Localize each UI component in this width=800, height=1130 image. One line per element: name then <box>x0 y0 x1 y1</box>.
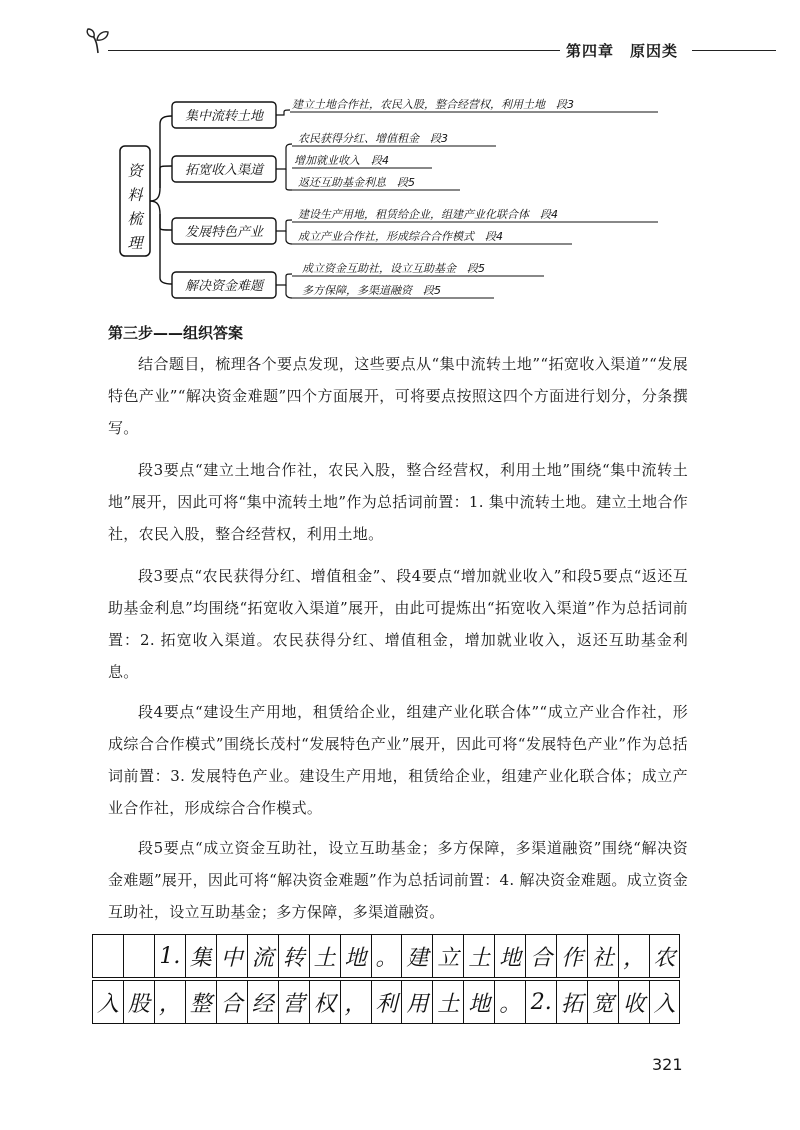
mindmap-point: 建设生产用地，租赁给企业，组建产业化联合体 段4 <box>298 208 558 221</box>
grid-cell: 社 <box>587 935 618 977</box>
grid-cell: 整 <box>185 981 216 1023</box>
chapter-title: 第四章 原因类 <box>566 42 679 60</box>
grid-cell: 拓 <box>556 981 587 1023</box>
answer-paragraph: 结合题目，梳理各个要点发现，这些要点从“集中流转土地”“拓宽收入渠道”“发展特色产业”“解决资金难题”四个方面展开，可将要点按照这四个方面进行划分，分条撰写。 <box>108 355 688 437</box>
grid-cell: 。 <box>371 935 402 977</box>
mindmap-branch-label: 解决资金难题 <box>184 279 264 294</box>
mindmap-connector <box>276 144 292 169</box>
mindmap-point: 返还互助基金利息 段5 <box>298 176 415 189</box>
grid-cell: 流 <box>247 935 278 977</box>
grid-cell: 农 <box>649 935 680 977</box>
grid-cell: 利 <box>371 981 402 1023</box>
grid-cell: 集 <box>185 935 216 977</box>
grid-cell: 地 <box>463 981 494 1023</box>
grid-cell: 土 <box>463 935 494 977</box>
grid-cell <box>92 935 123 977</box>
step3-title: 第三步——组织答案 <box>108 324 244 342</box>
grid-cell: 入 <box>92 981 123 1023</box>
mindmap-point: 成立产业合作社，形成综合合作模式 段4 <box>298 230 503 243</box>
grid-cell: 用 <box>401 981 432 1023</box>
mindmap-connector <box>150 201 172 230</box>
mindmap-point: 农民获得分红、增值租金 段3 <box>298 132 448 145</box>
answer-grid-row-2 <box>92 980 680 1024</box>
mindmap-root-char: 梳 <box>127 210 143 228</box>
mindmap-connector <box>160 214 172 284</box>
answer-paragraph: 段5要点“成立资金互助社，设立互助基金；多方保障，多渠道融资”围绕“解决资金难题”展开，因此可将“解决资金难题”作为总括词前置：4. 解决资金难题。成立资金互助社，设立互助基金；多方保障，多渠道融资。 <box>108 839 688 921</box>
grid-cell: 合 <box>216 981 247 1023</box>
grid-cell: 营 <box>278 981 309 1023</box>
grid-cell: 作 <box>556 935 587 977</box>
mindmap-connector <box>150 116 172 201</box>
grid-cell: 地 <box>494 935 525 977</box>
mindmap-connector <box>276 110 290 115</box>
mindmap-connector <box>286 231 292 244</box>
answer-paragraph: 段3要点“农民获得分红、增值租金”、段4要点“增加就业收入”和段5要点“返还互助基金利息”均围绕“拓宽收入渠道”展开，由此可提炼出“拓宽收入渠道”作为总括词前置：2. 拓宽收入渠道。农民获得分红、增值租金，增加就业收入，返还互助基金利息。 <box>108 567 688 681</box>
grid-cell: 收 <box>618 981 649 1023</box>
grid-cell: ， <box>154 981 185 1023</box>
grid-cell: 土 <box>309 935 340 977</box>
answer-paragraph: 段4要点“建设生产用地，租赁给企业，组建产业化联合体”“成立产业合作社，形成综合合作模式”围绕长茂村“发展特色产业”展开，因此可将“发展特色产业”作为总括词前置：3. 发展特色产业。建设生产用地，租赁给企业，组建产业化联合体；成立产业合作社，形成综合合作模式。 <box>108 703 688 817</box>
mindmap-branch-label: 发展特色产业 <box>184 225 264 240</box>
material-mindmap <box>118 88 678 308</box>
mindmap-point: 成立资金互助社，设立互助基金 段5 <box>302 262 485 275</box>
mindmap-connector <box>286 169 292 190</box>
grid-cell: ， <box>340 981 371 1023</box>
mindmap-connector <box>160 166 172 188</box>
grid-cell: ， <box>618 935 649 977</box>
mindmap-connector <box>286 285 292 298</box>
grid-cell: 中 <box>216 935 247 977</box>
grid-cell: 入 <box>649 981 680 1023</box>
grid-cell: 2. <box>525 981 556 1023</box>
grid-cell: 。 <box>494 981 525 1023</box>
grid-cell: 转 <box>278 935 309 977</box>
grid-cell: 建 <box>401 935 432 977</box>
mindmap-connector <box>276 274 292 285</box>
grid-cell: 合 <box>525 935 556 977</box>
mindmap-branch-label: 拓宽收入渠道 <box>184 163 264 178</box>
grid-cell: 立 <box>432 935 463 977</box>
grid-cell: 土 <box>432 981 463 1023</box>
answer-grid-row-1 <box>92 934 680 978</box>
mindmap-connector <box>276 220 292 231</box>
mindmap-root-char: 资 <box>127 162 143 180</box>
mindmap-point: 增加就业收入 段4 <box>294 154 389 167</box>
leaf-logo-icon <box>84 26 112 56</box>
grid-cell: 1. <box>154 935 185 977</box>
mindmap-point: 多方保障，多渠道融资 段5 <box>302 284 441 297</box>
mindmap-root-char: 理 <box>127 234 143 252</box>
answer-paragraph: 段3要点“建立土地合作社，农民入股，整合经营权，利用土地”围绕“集中流转土地”展开，因此可将“集中流转土地”作为总括词前置：1. 集中流转土地。建立土地合作社，农民入股，整合经营权，利用土地。 <box>108 461 688 543</box>
grid-cell: 权 <box>309 981 340 1023</box>
header-rule-right <box>692 50 776 51</box>
mindmap-branch-label: 集中流转土地 <box>184 109 264 124</box>
grid-cell: 宽 <box>587 981 618 1023</box>
grid-cell: 地 <box>340 935 371 977</box>
header-rule-left <box>108 50 560 51</box>
grid-cell <box>123 935 154 977</box>
page-number: 321 <box>652 1055 683 1074</box>
grid-cell: 股 <box>123 981 154 1023</box>
mindmap-root-char: 料 <box>127 186 143 204</box>
mindmap-point: 建立土地合作社，农民入股，整合经营权，利用土地 段3 <box>292 98 574 111</box>
grid-cell: 经 <box>247 981 278 1023</box>
